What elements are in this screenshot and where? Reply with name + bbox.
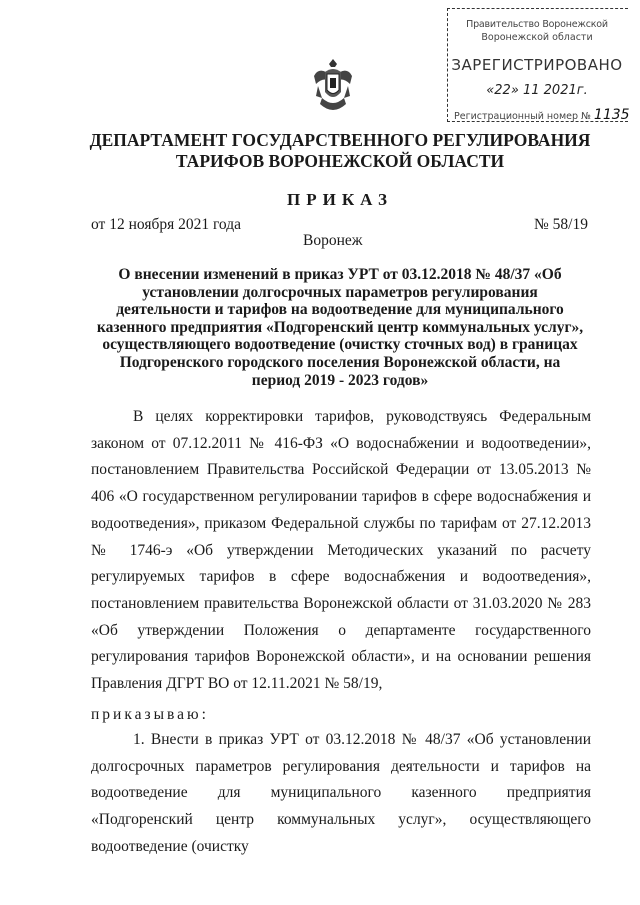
order-word: приказываю: xyxy=(91,706,209,723)
stamp-line-1: Правительство Воронежской xyxy=(466,19,608,30)
stamp-line-2: Воронежской области xyxy=(481,32,593,43)
stamp-date: «22» 11 2021г. xyxy=(486,83,588,98)
item-1-paragraph: 1. Внести в приказ УРТ от 03.12.2018 № 48/37 «Об установлении долгосрочных параметров регулирования деятельности и тарифов на водоотведение для муниципального казенного предприятия «Подгоренский центр коммунальных услуг», осуществляющего водоотведение (очистку xyxy=(91,731,591,855)
stamp-reg-value: 1135 xyxy=(593,107,630,123)
order-number: № 58/19 xyxy=(534,216,588,233)
coat-of-arms-icon xyxy=(312,58,354,118)
order-subject: О внесении изменений в приказ УРТ от 03.12.2018 № 48/37 «Об установлении долгосрочных параметров регулирования деятельности и тарифов на водоотведение для муниципального казенного предприятия «Подгоренский центр коммунальных услуг», осуществляющего водоотведение (очистку сточных вод) в границах Подгоренского городского поселения Воронежской области, на период 2019 - 2023 годов» xyxy=(96,266,584,389)
city: Воронеж xyxy=(303,232,363,249)
document-type: ПРИКАЗ xyxy=(287,190,393,209)
stamp-reg-label: Регистрационный номер № xyxy=(454,111,591,122)
stamp-registered: ЗАРЕГИСТРИРОВАНО xyxy=(451,56,623,74)
preamble-paragraph: В целях корректировки тарифов, руководствуясь Федеральным законом от 07.12.2011 № 416-ФЗ «О водоснабжении и водоотведении», постановлением Правительства Российской Федерации от 13.05.2013 № 406 «О государственном регулировании тарифов в сфере водоснабжения и водоотведения», приказом Федеральной службы по тарифам от 27.12.2013 № 1746-э «Об утверждении Методических указаний по расчету регулируемых тарифов в сфере водоснабжения и водоотведения», постановлением правительства Воронежской области от 31.03.2020 № 283 «Об утверждении Положения о департаменте государственного регулирования тарифов Воронежской области», и на основании решения Правления ДГРТ ВО от 12.11.2021 № 58/19, xyxy=(91,408,591,693)
stamp-reg-number xyxy=(454,107,632,123)
department-title: ДЕПАРТАМЕНТ ГОСУДАРСТВЕННОГО РЕГУЛИРОВАНИЯ ТАРИФОВ ВОРОНЕЖСКОЙ ОБЛАСТИ xyxy=(89,130,591,171)
registration-stamp xyxy=(447,8,628,122)
order-date: от 12 ноября 2021 года xyxy=(91,216,242,233)
